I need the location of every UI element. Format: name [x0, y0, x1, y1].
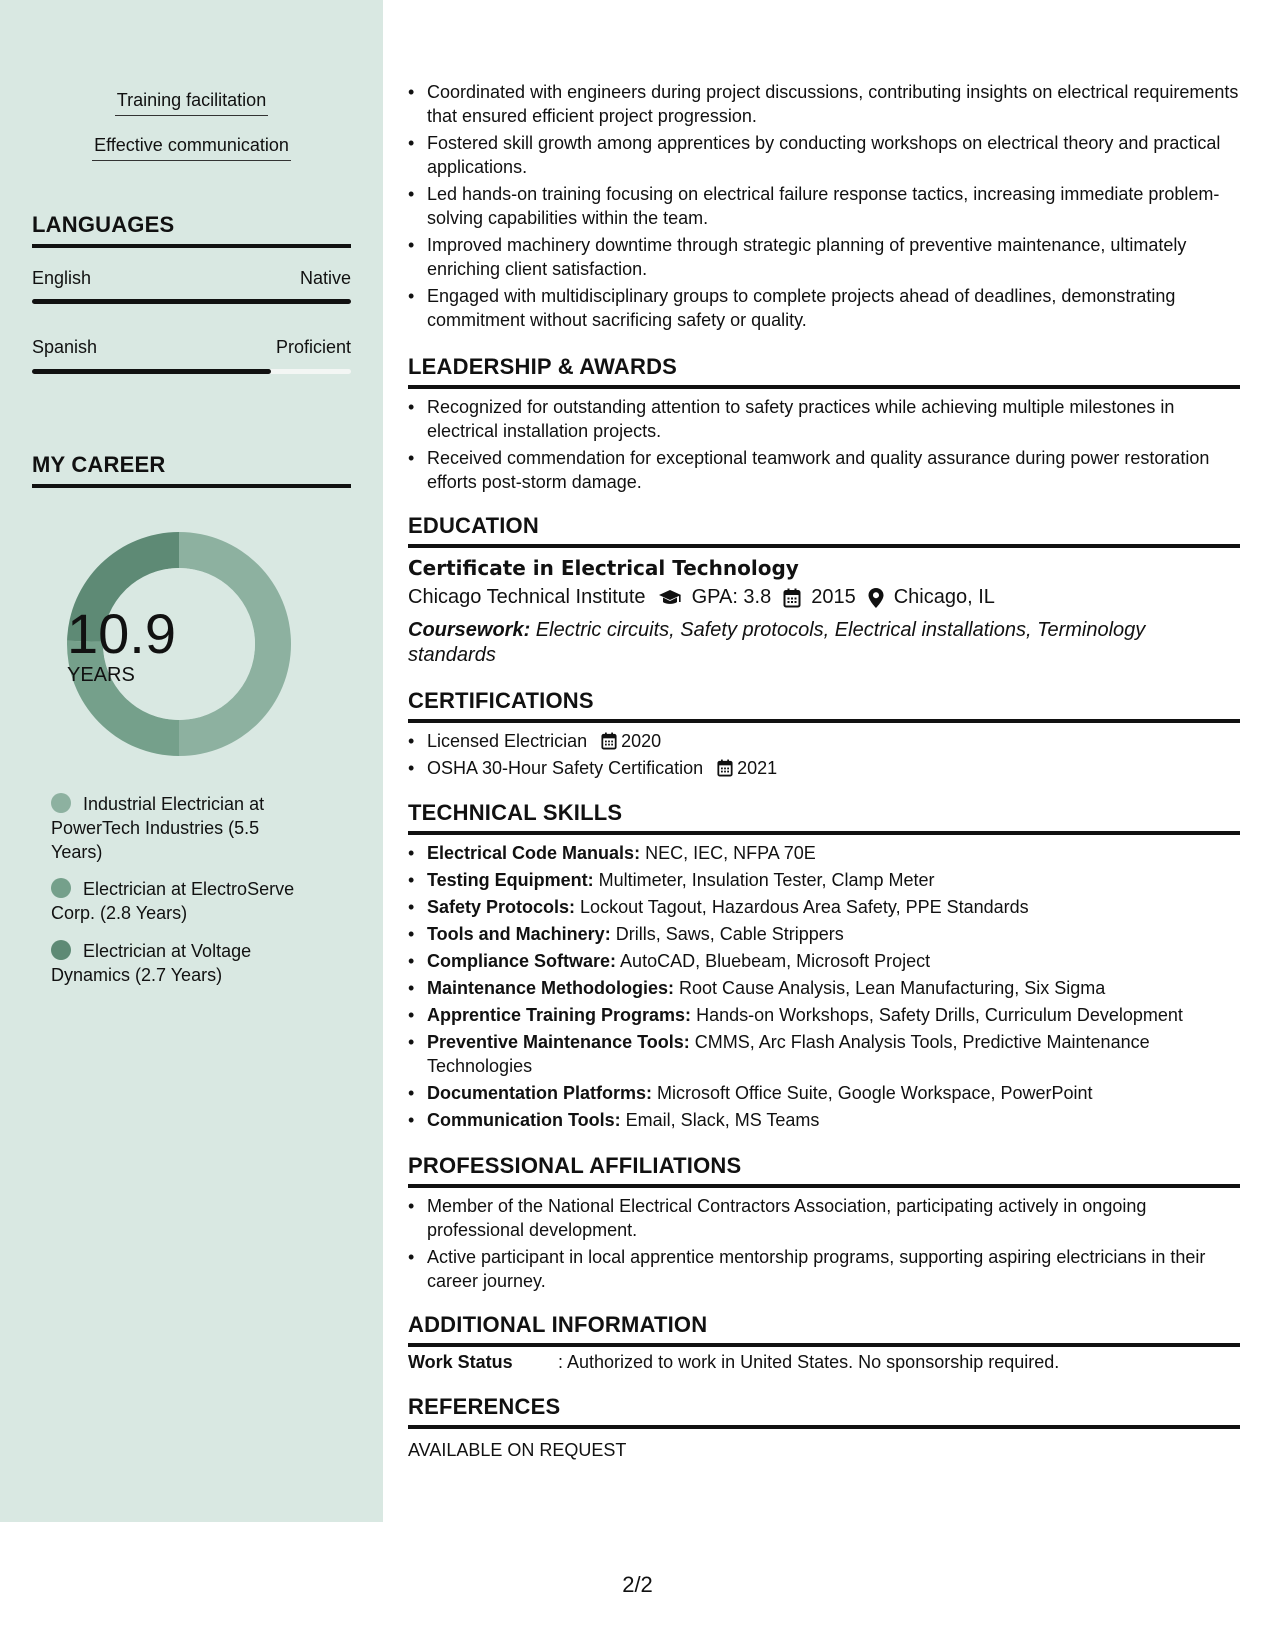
- education-year: 2015: [811, 586, 856, 608]
- technical-skill-item: • Safety Protocols: Lockout Tagout, Hazardous Area Safety, PPE Standards: [408, 895, 1240, 919]
- career-legend-label: Electrician at Voltage Dynamics (2.7 Years): [51, 941, 252, 985]
- education-gpa: GPA: 3.8: [691, 586, 772, 608]
- technical-skill-item: • Electrical Code Manuals: NEC, IEC, NFPA 70E: [408, 841, 1240, 865]
- sidebar: [0, 0, 383, 1522]
- career-legend-item: [51, 939, 311, 987]
- language-row: [32, 337, 351, 358]
- calendar-icon: [717, 759, 733, 777]
- technical-skill-item: • Compliance Software: AutoCAD, Bluebeam, Microsoft Project: [408, 949, 1240, 973]
- technical-skill-item: • Maintenance Methodologies: Root Cause Analysis, Lean Manufacturing, Six Sigma: [408, 976, 1240, 1000]
- technical-skill-item: • Communication Tools: Email, Slack, MS Teams: [408, 1108, 1240, 1132]
- work-status-value: : Authorized to work in United States. No sponsorship required.: [558, 1352, 1060, 1372]
- leadership-item: • Received commendation for exceptional teamwork and quality assurance during power restoration efforts post-storm damage.: [408, 446, 1240, 494]
- career-legend-item: [51, 792, 311, 864]
- technical-skill-item: • Testing Equipment: Multimeter, Insulation Tester, Clamp Meter: [408, 868, 1240, 892]
- skill-item: Effective communication: [0, 133, 383, 161]
- affiliations-heading: PROFESSIONAL AFFILIATIONS: [408, 1153, 1240, 1188]
- language-proficiency-fill: [32, 299, 351, 304]
- leadership-heading: LEADERSHIP & AWARDS: [408, 354, 1240, 389]
- coursework-text: Electric circuits, Safety protocols, Electrical installations, Terminology standards: [408, 619, 1146, 666]
- certification-item: [408, 756, 1240, 780]
- language-level: Proficient: [275, 337, 351, 357]
- experience-bullet: • Fostered skill growth among apprentices by conducting workshops on electrical theory and practical applications.: [408, 131, 1240, 179]
- experience-bullet: • Led hands-on training focusing on electrical failure response tactics, increasing immediate problem-solving capabilities within the team.: [408, 182, 1240, 230]
- career-legend-label: Electrician at ElectroServe Corp. (2.8 Years): [51, 879, 295, 923]
- experience-bullets: [408, 80, 1240, 335]
- career-legend-label: Industrial Electrician at PowerTech Industries (5.5 Years): [51, 794, 265, 862]
- affiliation-item: • Active participant in local apprentice mentorship programs, supporting aspiring electricians in their career journey.: [408, 1245, 1240, 1293]
- experience-bullet: • Improved machinery downtime through strategic planning of preventive maintenance, ultimately enriching client satisfaction.: [408, 233, 1240, 281]
- language-proficiency-bar: [32, 299, 351, 304]
- coursework-label: Coursework:: [408, 619, 531, 641]
- technical-skill-item: • Tools and Machinery: Drills, Saws, Cable Strippers: [408, 922, 1240, 946]
- calendar-icon: [783, 588, 801, 608]
- work-status-row: [408, 1352, 1059, 1373]
- education-coursework: [408, 618, 1208, 668]
- legend-dot-icon: [51, 793, 71, 813]
- career-total-unit: YEARS: [67, 664, 135, 686]
- certification-year: 2021: [737, 758, 778, 778]
- education-school: Chicago Technical Institute: [408, 586, 646, 608]
- technical-skill-item: • Documentation Platforms: Microsoft Office Suite, Google Workspace, PowerPoint: [408, 1081, 1240, 1105]
- work-status-label: Work Status: [408, 1352, 513, 1372]
- career-heading: MY CAREER: [32, 452, 351, 488]
- education-heading: EDUCATION: [408, 513, 1240, 548]
- legend-dot-icon: [51, 940, 71, 960]
- legend-dot-icon: [51, 878, 71, 898]
- references-text: AVAILABLE ON REQUEST: [408, 1440, 627, 1460]
- technical-skills-heading: TECHNICAL SKILLS: [408, 800, 1240, 835]
- leadership-item: • Recognized for outstanding attention to safety practices while achieving multiple milestones in electrical installation projects.: [408, 395, 1240, 443]
- graduation-cap-icon: [658, 589, 682, 607]
- affiliations-list: [408, 1194, 1240, 1296]
- certifications-list: [408, 729, 1240, 783]
- certification-year: 2020: [621, 731, 662, 751]
- certification-name: • OSHA 30-Hour Safety Certification: [427, 758, 704, 778]
- career-legend-item: [51, 877, 311, 925]
- language-proficiency-fill: [32, 369, 271, 374]
- experience-bullet: • Coordinated with engineers during project discussions, contributing insights on electrical requirements that ensured efficient project progression.: [408, 80, 1240, 128]
- language-name: Spanish: [32, 337, 98, 357]
- page-number: 2/2: [622, 1572, 653, 1597]
- language-proficiency-bar: [32, 369, 351, 374]
- education-degree: Certificate in Electrical Technology: [408, 556, 799, 580]
- calendar-icon: [601, 732, 617, 750]
- certification-name: • Licensed Electrician: [427, 731, 588, 751]
- references-heading: REFERENCES: [408, 1394, 1240, 1429]
- language-level: Native: [299, 268, 351, 288]
- language-row: [32, 268, 351, 289]
- technical-skill-item: • Preventive Maintenance Tools: CMMS, Arc Flash Analysis Tools, Predictive Maintenance Technologies: [408, 1030, 1240, 1078]
- technical-skills-list: [408, 841, 1240, 1135]
- certification-item: [408, 729, 1240, 753]
- map-pin-icon: [868, 588, 884, 608]
- language-name: English: [32, 268, 92, 288]
- technical-skill-item: • Apprentice Training Programs: Hands-on Workshops, Safety Drills, Curriculum Development: [408, 1003, 1240, 1027]
- certifications-heading: CERTIFICATIONS: [408, 688, 1240, 723]
- affiliation-item: • Member of the National Electrical Contractors Association, participating actively in ongoing professional development.: [408, 1194, 1240, 1242]
- experience-bullet: • Engaged with multidisciplinary groups to complete projects ahead of deadlines, demonstrating commitment without sacrificing safety or quality.: [408, 284, 1240, 332]
- career-donut-chart: [67, 532, 291, 756]
- leadership-list: [408, 395, 1240, 497]
- career-total-years: 10.9: [67, 602, 176, 665]
- education-location: Chicago, IL: [893, 586, 995, 608]
- education-details: [408, 586, 995, 609]
- languages-heading: LANGUAGES: [32, 212, 351, 248]
- additional-info-heading: ADDITIONAL INFORMATION: [408, 1312, 1240, 1347]
- skill-item: Training facilitation: [0, 88, 383, 116]
